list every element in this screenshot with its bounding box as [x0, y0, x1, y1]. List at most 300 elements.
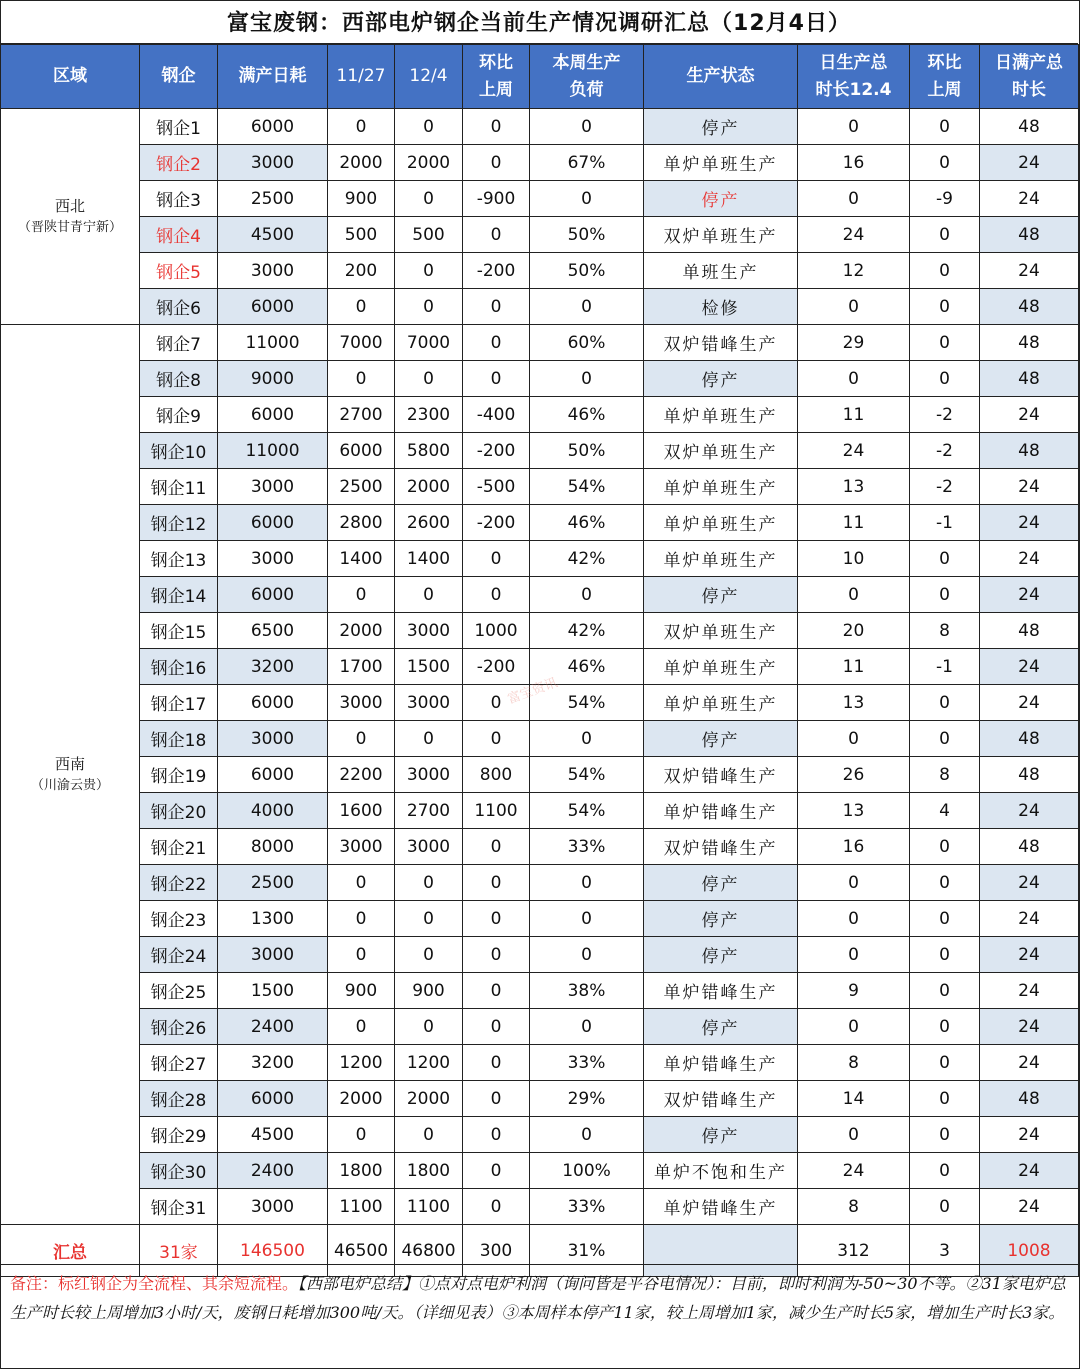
load-cell: 0 [530, 1117, 644, 1153]
status-cell: 停产 [644, 1009, 798, 1045]
wow-consumption-cell: 0 [463, 829, 530, 865]
full-hours-cell: 24 [980, 1045, 1079, 1081]
wow-consumption-cell: 0 [463, 1045, 530, 1081]
hours-cell: 0 [798, 289, 910, 325]
wow-hours-cell: 0 [910, 937, 980, 973]
full-daily-cell: 4500 [218, 1117, 328, 1153]
company-cell: 钢企14 [140, 577, 218, 613]
consumption-124-cell: 1200 [395, 1045, 463, 1081]
company-cell: 钢企11 [140, 469, 218, 505]
total-124: 46800 [395, 1225, 463, 1277]
full-hours-cell: 24 [980, 181, 1079, 217]
full-daily-cell: 8000 [218, 829, 328, 865]
consumption-1127-cell: 3000 [328, 685, 395, 721]
table-row [1, 1081, 1079, 1117]
full-daily-cell: 3000 [218, 145, 328, 181]
status-cell: 双炉错峰生产 [644, 757, 798, 793]
load-cell: 46% [530, 649, 644, 685]
hours-cell: 11 [798, 505, 910, 541]
status-cell: 停产 [644, 361, 798, 397]
wow-hours-cell: 0 [910, 685, 980, 721]
full-daily-cell: 3000 [218, 541, 328, 577]
load-cell: 33% [530, 1045, 644, 1081]
full-daily-cell: 6000 [218, 757, 328, 793]
wow-consumption-cell: -200 [463, 253, 530, 289]
load-cell: 29% [530, 1081, 644, 1117]
load-cell: 0 [530, 901, 644, 937]
hours-cell: 0 [798, 721, 910, 757]
table-row [1, 1045, 1079, 1081]
status-cell: 双炉单班生产 [644, 217, 798, 253]
wow-consumption-cell: 0 [463, 289, 530, 325]
hours-cell: 20 [798, 613, 910, 649]
consumption-124-cell: 0 [395, 1009, 463, 1045]
consumption-124-cell: 1100 [395, 1189, 463, 1225]
load-cell: 0 [530, 1009, 644, 1045]
region-subtitle: （晋陕甘青宁新） [17, 219, 122, 235]
company-cell: 钢企1 [140, 109, 218, 145]
consumption-124-cell: 1800 [395, 1153, 463, 1189]
table-row [1, 361, 1079, 397]
status-cell: 单炉错峰生产 [644, 793, 798, 829]
total-count: 31家 [140, 1225, 218, 1277]
full-hours-cell: 24 [980, 541, 1079, 577]
consumption-1127-cell: 2200 [328, 757, 395, 793]
wow-consumption-cell: 0 [463, 721, 530, 757]
wow-consumption-cell: 0 [463, 973, 530, 1009]
consumption-124-cell: 1400 [395, 541, 463, 577]
consumption-1127-cell: 200 [328, 253, 395, 289]
wow-hours-cell: -2 [910, 469, 980, 505]
header-row [1, 45, 1079, 109]
table-row [1, 829, 1079, 865]
table-row [1, 145, 1079, 181]
table-row [1, 109, 1079, 145]
region-southwest [1, 325, 140, 1225]
hours-cell: 24 [798, 217, 910, 253]
full-hours-cell: 24 [980, 1153, 1079, 1189]
load-cell: 54% [530, 469, 644, 505]
hours-cell: 0 [798, 577, 910, 613]
consumption-1127-cell: 1600 [328, 793, 395, 829]
status-cell: 双炉单班生产 [644, 613, 798, 649]
hours-cell: 0 [798, 937, 910, 973]
wow-consumption-cell: -200 [463, 433, 530, 469]
consumption-1127-cell: 0 [328, 1009, 395, 1045]
full-daily-cell: 9000 [218, 361, 328, 397]
full-hours-cell: 48 [980, 325, 1079, 361]
total-full-hours: 1008 [980, 1225, 1079, 1277]
total-hours: 312 [798, 1225, 910, 1277]
wow-consumption-cell: 0 [463, 217, 530, 253]
wow-hours-cell: 0 [910, 145, 980, 181]
table-row [1, 757, 1079, 793]
hours-cell: 13 [798, 685, 910, 721]
table-row [1, 793, 1079, 829]
wow-consumption-cell: 0 [463, 577, 530, 613]
load-cell: 46% [530, 505, 644, 541]
hours-cell: 0 [798, 901, 910, 937]
hours-cell: 29 [798, 325, 910, 361]
hours-cell: 0 [798, 1117, 910, 1153]
status-cell: 双炉错峰生产 [644, 1081, 798, 1117]
table-row [1, 973, 1079, 1009]
wow-hours-cell: 0 [910, 289, 980, 325]
consumption-124-cell: 3000 [395, 685, 463, 721]
consumption-124-cell: 0 [395, 253, 463, 289]
company-cell: 钢企25 [140, 973, 218, 1009]
wow-consumption-cell: -400 [463, 397, 530, 433]
watermark-logo: 富宝资讯 [505, 675, 560, 708]
hours-cell: 16 [798, 145, 910, 181]
header-company: 钢企 [140, 45, 218, 109]
status-cell: 单炉不饱和生产 [644, 1153, 798, 1189]
wow-consumption-cell: 0 [463, 1081, 530, 1117]
full-daily-cell: 6000 [218, 685, 328, 721]
status-cell: 检修 [644, 289, 798, 325]
load-cell: 67% [530, 145, 644, 181]
status-cell: 停产 [644, 901, 798, 937]
load-cell: 0 [530, 721, 644, 757]
header-wow1-line1: 环比 [479, 52, 513, 73]
full-daily-cell: 3000 [218, 1189, 328, 1225]
consumption-1127-cell: 1800 [328, 1153, 395, 1189]
consumption-1127-cell: 900 [328, 181, 395, 217]
footnote [0, 1264, 1078, 1367]
consumption-124-cell: 2000 [395, 1081, 463, 1117]
load-cell: 33% [530, 829, 644, 865]
wow-hours-cell: 0 [910, 577, 980, 613]
full-hours-cell: 48 [980, 721, 1079, 757]
load-cell: 100% [530, 1153, 644, 1189]
consumption-124-cell: 2600 [395, 505, 463, 541]
consumption-124-cell: 0 [395, 361, 463, 397]
hours-cell: 12 [798, 253, 910, 289]
hours-cell: 24 [798, 1153, 910, 1189]
footnote-body: 【西部电炉总结】①点对点电炉利润（询问皆是平谷电情况）：目前，即时利润为-50~30不等。②31家电炉总生产时长较上周增加3小时/天，废钢日耗增加300吨/天。（详细见表）③本周样本停产11家，较上周增加1家，减少生产时长5家，增加生产时长3家。 [10, 1274, 1066, 1322]
hours-cell: 0 [798, 865, 910, 901]
wow-hours-cell: 0 [910, 541, 980, 577]
header-status: 生产状态 [644, 45, 798, 109]
table-row [1, 721, 1079, 757]
consumption-1127-cell: 2500 [328, 469, 395, 505]
wow-consumption-cell: -200 [463, 649, 530, 685]
status-cell: 停产 [644, 721, 798, 757]
full-hours-cell: 24 [980, 937, 1079, 973]
hours-cell: 14 [798, 1081, 910, 1117]
company-cell: 钢企7 [140, 325, 218, 361]
consumption-1127-cell: 2000 [328, 1081, 395, 1117]
consumption-1127-cell: 2800 [328, 505, 395, 541]
table-row [1, 433, 1079, 469]
consumption-124-cell: 2700 [395, 793, 463, 829]
table-row [1, 1153, 1079, 1189]
full-hours-cell: 48 [980, 613, 1079, 649]
table-row [1, 577, 1079, 613]
hours-cell: 13 [798, 469, 910, 505]
header-full-hours-line1: 日满产总 [995, 52, 1063, 73]
wow-consumption-cell: 0 [463, 1153, 530, 1189]
company-cell: 钢企20 [140, 793, 218, 829]
consumption-1127-cell: 1200 [328, 1045, 395, 1081]
wow-consumption-cell: 0 [463, 1117, 530, 1153]
table-row [1, 397, 1079, 433]
total-load: 31% [530, 1225, 644, 1277]
wow-hours-cell: 0 [910, 109, 980, 145]
hours-cell: 13 [798, 793, 910, 829]
consumption-1127-cell: 0 [328, 901, 395, 937]
consumption-1127-cell: 3000 [328, 829, 395, 865]
full-hours-cell: 48 [980, 829, 1079, 865]
full-daily-cell: 11000 [218, 325, 328, 361]
status-cell: 单炉单班生产 [644, 469, 798, 505]
full-hours-cell: 24 [980, 973, 1079, 1009]
load-cell: 0 [530, 865, 644, 901]
status-cell: 单炉单班生产 [644, 649, 798, 685]
load-cell: 54% [530, 757, 644, 793]
load-cell: 50% [530, 433, 644, 469]
wow-consumption-cell: 0 [463, 865, 530, 901]
wow-hours-cell: 0 [910, 901, 980, 937]
wow-hours-cell: -1 [910, 505, 980, 541]
load-cell: 38% [530, 973, 644, 1009]
consumption-1127-cell: 0 [328, 577, 395, 613]
wow-hours-cell: 0 [910, 1081, 980, 1117]
consumption-1127-cell: 900 [328, 973, 395, 1009]
consumption-124-cell: 0 [395, 721, 463, 757]
consumption-1127-cell: 1700 [328, 649, 395, 685]
production-table [0, 44, 1079, 1277]
company-cell: 钢企26 [140, 1009, 218, 1045]
consumption-1127-cell: 7000 [328, 325, 395, 361]
consumption-124-cell: 0 [395, 289, 463, 325]
status-cell: 停产 [644, 577, 798, 613]
consumption-1127-cell: 0 [328, 721, 395, 757]
table-body [1, 109, 1079, 1277]
hours-cell: 26 [798, 757, 910, 793]
wow-hours-cell: 0 [910, 325, 980, 361]
consumption-1127-cell: 1100 [328, 1189, 395, 1225]
full-daily-cell: 6500 [218, 613, 328, 649]
footnote-red: 备注：标红钢企为全流程、其余短流程。 [10, 1274, 299, 1293]
region-northwest [1, 109, 140, 325]
load-cell: 0 [530, 109, 644, 145]
full-daily-cell: 3200 [218, 649, 328, 685]
full-hours-cell: 48 [980, 757, 1079, 793]
status-cell: 单炉单班生产 [644, 145, 798, 181]
full-hours-cell: 48 [980, 217, 1079, 253]
consumption-1127-cell: 0 [328, 937, 395, 973]
header-hours [798, 45, 910, 109]
load-cell: 54% [530, 793, 644, 829]
company-cell: 钢企27 [140, 1045, 218, 1081]
company-cell: 钢企17 [140, 685, 218, 721]
consumption-124-cell: 3000 [395, 757, 463, 793]
full-daily-cell: 11000 [218, 433, 328, 469]
company-cell: 钢企10 [140, 433, 218, 469]
full-hours-cell: 48 [980, 433, 1079, 469]
table-row [1, 685, 1079, 721]
wow-hours-cell: 8 [910, 613, 980, 649]
hours-cell: 8 [798, 1045, 910, 1081]
full-daily-cell: 3200 [218, 1045, 328, 1081]
wow-consumption-cell: 1000 [463, 613, 530, 649]
company-cell: 钢企31 [140, 1189, 218, 1225]
full-hours-cell: 24 [980, 685, 1079, 721]
consumption-1127-cell: 2000 [328, 145, 395, 181]
header-wow-consumption [463, 45, 530, 109]
wow-consumption-cell: -900 [463, 181, 530, 217]
load-cell: 60% [530, 325, 644, 361]
wow-consumption-cell: 0 [463, 685, 530, 721]
load-cell: 33% [530, 1189, 644, 1225]
consumption-124-cell: 0 [395, 937, 463, 973]
wow-hours-cell: 0 [910, 1189, 980, 1225]
company-cell: 钢企3 [140, 181, 218, 217]
region-subtitle: （川渝云贵） [30, 777, 109, 793]
company-cell: 钢企28 [140, 1081, 218, 1117]
wow-consumption-cell: 1100 [463, 793, 530, 829]
header-full-hours [980, 45, 1079, 109]
company-cell: 钢企2 [140, 145, 218, 181]
hours-cell: 11 [798, 397, 910, 433]
full-daily-cell: 6000 [218, 109, 328, 145]
header-wow1-line2: 上周 [479, 79, 513, 100]
status-cell: 单炉单班生产 [644, 685, 798, 721]
full-hours-cell: 24 [980, 505, 1079, 541]
table-row [1, 865, 1079, 901]
consumption-124-cell: 0 [395, 577, 463, 613]
status-cell: 双炉单班生产 [644, 433, 798, 469]
consumption-124-cell: 900 [395, 973, 463, 1009]
status-cell: 停产 [644, 937, 798, 973]
status-cell: 单炉错峰生产 [644, 1189, 798, 1225]
full-daily-cell: 1300 [218, 901, 328, 937]
company-cell: 钢企18 [140, 721, 218, 757]
total-full-daily: 146500 [218, 1225, 328, 1277]
load-cell: 54% [530, 685, 644, 721]
full-hours-cell: 24 [980, 649, 1079, 685]
company-cell: 钢企16 [140, 649, 218, 685]
header-full-daily: 满产日耗 [218, 45, 328, 109]
wow-hours-cell: 0 [910, 973, 980, 1009]
status-cell: 单炉错峰生产 [644, 1045, 798, 1081]
status-cell: 单炉错峰生产 [644, 973, 798, 1009]
wow-hours-cell: 0 [910, 1153, 980, 1189]
full-hours-cell: 24 [980, 793, 1079, 829]
wow-hours-cell: -2 [910, 397, 980, 433]
company-cell: 钢企6 [140, 289, 218, 325]
consumption-124-cell: 0 [395, 109, 463, 145]
wow-consumption-cell: 0 [463, 937, 530, 973]
full-hours-cell: 48 [980, 1081, 1079, 1117]
table-row [1, 901, 1079, 937]
full-daily-cell: 3000 [218, 469, 328, 505]
full-hours-cell: 24 [980, 469, 1079, 505]
consumption-124-cell: 7000 [395, 325, 463, 361]
full-daily-cell: 2400 [218, 1153, 328, 1189]
full-hours-cell: 48 [980, 289, 1079, 325]
load-cell: 0 [530, 577, 644, 613]
status-cell: 单炉单班生产 [644, 541, 798, 577]
hours-cell: 11 [798, 649, 910, 685]
full-daily-cell: 6000 [218, 577, 328, 613]
consumption-1127-cell: 2700 [328, 397, 395, 433]
consumption-124-cell: 5800 [395, 433, 463, 469]
hours-cell: 8 [798, 1189, 910, 1225]
wow-consumption-cell: -200 [463, 505, 530, 541]
wow-hours-cell: 0 [910, 217, 980, 253]
table-row [1, 649, 1079, 685]
company-cell: 钢企9 [140, 397, 218, 433]
wow-consumption-cell: 0 [463, 1009, 530, 1045]
full-hours-cell: 24 [980, 397, 1079, 433]
header-load-line1: 本周生产 [552, 52, 621, 73]
full-hours-cell: 24 [980, 1009, 1079, 1045]
hours-cell: 0 [798, 181, 910, 217]
table-row [1, 1189, 1079, 1225]
header-load [530, 45, 644, 109]
table-row [1, 181, 1079, 217]
wow-consumption-cell: 0 [463, 1189, 530, 1225]
company-cell: 钢企21 [140, 829, 218, 865]
consumption-1127-cell: 6000 [328, 433, 395, 469]
consumption-124-cell: 0 [395, 901, 463, 937]
load-cell: 42% [530, 613, 644, 649]
status-cell: 双炉错峰生产 [644, 325, 798, 361]
total-1127: 46500 [328, 1225, 395, 1277]
wow-hours-cell: -2 [910, 433, 980, 469]
full-hours-cell: 24 [980, 901, 1079, 937]
wow-hours-cell: -9 [910, 181, 980, 217]
total-wow: 300 [463, 1225, 530, 1277]
full-daily-cell: 3000 [218, 253, 328, 289]
table-row [1, 541, 1079, 577]
full-daily-cell: 4500 [218, 217, 328, 253]
company-cell: 钢企24 [140, 937, 218, 973]
header-region: 区域 [1, 45, 140, 109]
consumption-124-cell: 3000 [395, 613, 463, 649]
status-cell: 双炉错峰生产 [644, 829, 798, 865]
company-cell: 钢企4 [140, 217, 218, 253]
full-daily-cell: 3000 [218, 721, 328, 757]
table-row [1, 253, 1079, 289]
status-cell: 停产 [644, 181, 798, 217]
wow-hours-cell: 0 [910, 865, 980, 901]
table-row [1, 289, 1079, 325]
consumption-124-cell: 0 [395, 865, 463, 901]
wow-hours-cell: 0 [910, 1045, 980, 1081]
company-cell: 钢企13 [140, 541, 218, 577]
header-wow2-line1: 环比 [927, 52, 962, 73]
wow-consumption-cell: -500 [463, 469, 530, 505]
header-load-line2: 负荷 [569, 79, 604, 100]
consumption-1127-cell: 0 [328, 289, 395, 325]
wow-consumption-cell: 800 [463, 757, 530, 793]
consumption-1127-cell: 0 [328, 109, 395, 145]
header-hours-line1: 日生产总 [819, 52, 888, 73]
wow-consumption-cell: 0 [463, 325, 530, 361]
region-name: 西南 [54, 754, 85, 773]
header-wow-hours [910, 45, 980, 109]
consumption-1127-cell: 0 [328, 361, 395, 397]
company-cell: 钢企22 [140, 865, 218, 901]
load-cell: 50% [530, 217, 644, 253]
table-row [1, 217, 1079, 253]
consumption-124-cell: 0 [395, 1117, 463, 1153]
consumption-124-cell: 0 [395, 181, 463, 217]
wow-hours-cell: 4 [910, 793, 980, 829]
